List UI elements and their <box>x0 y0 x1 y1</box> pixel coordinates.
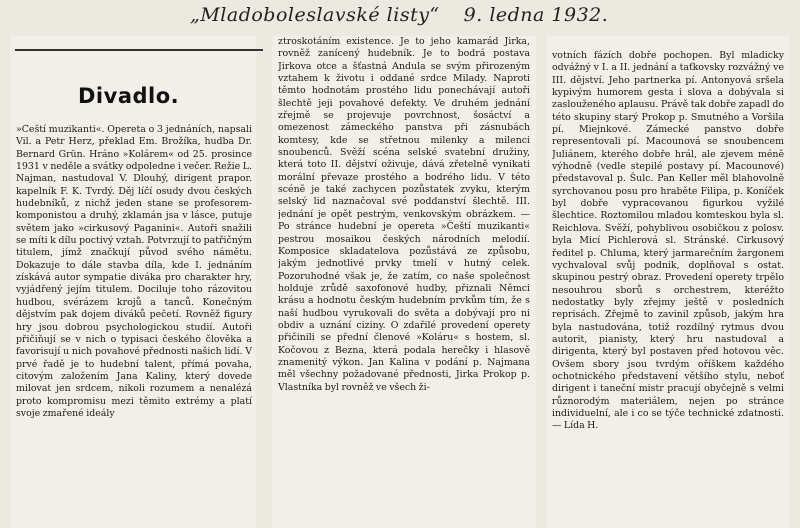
column-top-rule <box>15 49 263 51</box>
newspaper-masthead <box>190 4 620 30</box>
article-column-middle <box>278 36 530 526</box>
right-column-text: votních fázích dobře pochopen. Byl mladicky odvážný v I. a II. jednání a taťkovsky rozvážný ve III. dějství. Jeho partnerka pí. Antonyová sršela kypivým humorem gesta i slova a dobývala si zaslouženého aplausu. Právě tak dobře zapadl do této skupiny starý Prokop p. Smutného a Voršila pí. Miejnkové. Zámecké panstvo dobře representovali pí. Macounová se snoubencem Juliánem, kterého dobře hrál, ale zjevem méně výhodně (vedle stepilé postavy pí. Macounové) představoval p. Šulc. Pan Keller měl blahovolně syrchovanou posu pro hraběte Filipa, p. Koníček byl dobře vypracovanou figurkou vyžilé šlechtice. Roztomilou mladou komteskou byla sl. Reichlova. Svěží, pohyblivou osobičkou z polosv. byla Micí Pichlerová sl. Stránské. Cirkusový ředitel p. Chluma, který jarmarečním žargonem vychvaloval svůj podnik, doplňoval s ostat. skupinou pestrý obraz. Provedení operety trpělo nesouhrou sborů s orchestrem, kteréžto nedostatky byly zřejmy ještě v posledních reprisách. Zřejmě to zavinil způsob, jakým hra byla nastudována, totiž rozdílný rytmus dvou autorit, pianisty, který hru nastudoval a dirigenta, který byl postaven před hotovou věc. Ovšem sbory jsou tvrdým oříškem každého ochotnického představení většího stylu, neboť dirigent i taneční mistr pracují obyčejně s velmi různorodým materiálem, nejen po stránce individuelní, ale i co se týče technické zdatnosti. — Lída H. <box>552 50 784 432</box>
middle-column-text: ztroskotáním existence. Je to jeho kamarád Jirka, rovněž zanícený hudebník. Je to bodrá postava Jirkova otce a šťastná Andula se svým přirozeným vztahem k životu i oddané srdce Milady. Naproti těmto hodnotám prostého lidu ponechávají autoři šlechtě jeji povahové defekty. Ve druhém jednání zřejmě se projevuje povrchnost, šosáctví a omezenost zámeckého panstva při zásnubách komtesy, kde se střetnou milenky a milenci snoubenců. Svěží scéna selské svatební družiny, která toto II. dějství oživuje, dává zřetelně vynikati morální převaze prostého a bodrého lidu. V této scéně je také zachycen pozůstatek zvyku, kterým selský lid naznačoval své poddanství šlechtě. III. jednání je opět pestrým, venkovským obrázkem. — Po stránce hudební je opereta »Čeští muzikanti« pestrou mosaikou českých národních melodií. Komposice skladatelova pozůstává ze způsobu, jakým jednotlivé prvky tmelí v hutný celek. Pozoruhodné však je, že zatím, co naše společnost holduje zrůdě saxofonové hudby, přiznali Němci krásu a hodnotu českým hudebním prvkům tím, že s naší hudbou vyrukovali do světa a dobývají pro ni obdiv a uznání ciziny. O zdařilé provedení operety přičinili se přední členové »Koláru« s hostem, sl. Kočovou z Bezna, která podala herečky i hlasově znamenitý výkon. Jan Kalina v podání p. Najmana měl všechny požadované přednosti, Jirka Prokop p. Vlastníka byl rovněž ve všech ži- <box>278 36 530 393</box>
masthead-date: 9. ledna 1932. <box>463 4 609 26</box>
article-column-left <box>16 124 252 514</box>
masthead-title: „Mladoboleslavské listy“ <box>190 4 440 26</box>
left-column-text: »Čeští muzikanti«. Opereta o 3 jednáních, napsali Vil. a Petr Herz, překlad Em. Brožíka, hudba Dr. Bernard Grün. Hráno »Kolárem« od 25. prosince 1931 v neděle a svátky odpoledne i večer. Režie L. Najman, nastudoval V. Dlouhý, dirigent prapor. kapelník F. K. Tvrdý. Děj líčí osudy dvou českých hudebníků, z nichž jeden stane se profesorem-komponistou a druhý, zklamán jsa v lásce, putuje světem jako »cirkusový Paganini«. Autoři snažili se míti k dílu poctivý vztah. Potvrzují to patřičným titulem, jímž značkují původ svého námětu. Dokazuje to dále stavba díla, kde I. jednáním získává autor sympatie diváka pro charakter hry, vyjádřený jejím titulem. Dociluje toho rázovitou hudbou, svérázem krojů a tanců. Konečným dějstvím pak dojem diváků pečetí. Rovněž figury hry jsou dobrou psychologickou studií. Autoři přičiňují se v nich o typisaci českého člověka a favorisují u nich povahové přednosti našich lidí. V prvé řadě je to hudební talent, přímá povaha, citovým založením Jana Kaliny, který dovede milovat jen srdcem, nikoli rozumem a nenalézá proto kompromisu mezi těmito extrémy a platí svoje zmařené ideály <box>16 124 252 419</box>
article-column-right <box>552 50 784 520</box>
article-heading: Divadlo. <box>78 84 180 108</box>
